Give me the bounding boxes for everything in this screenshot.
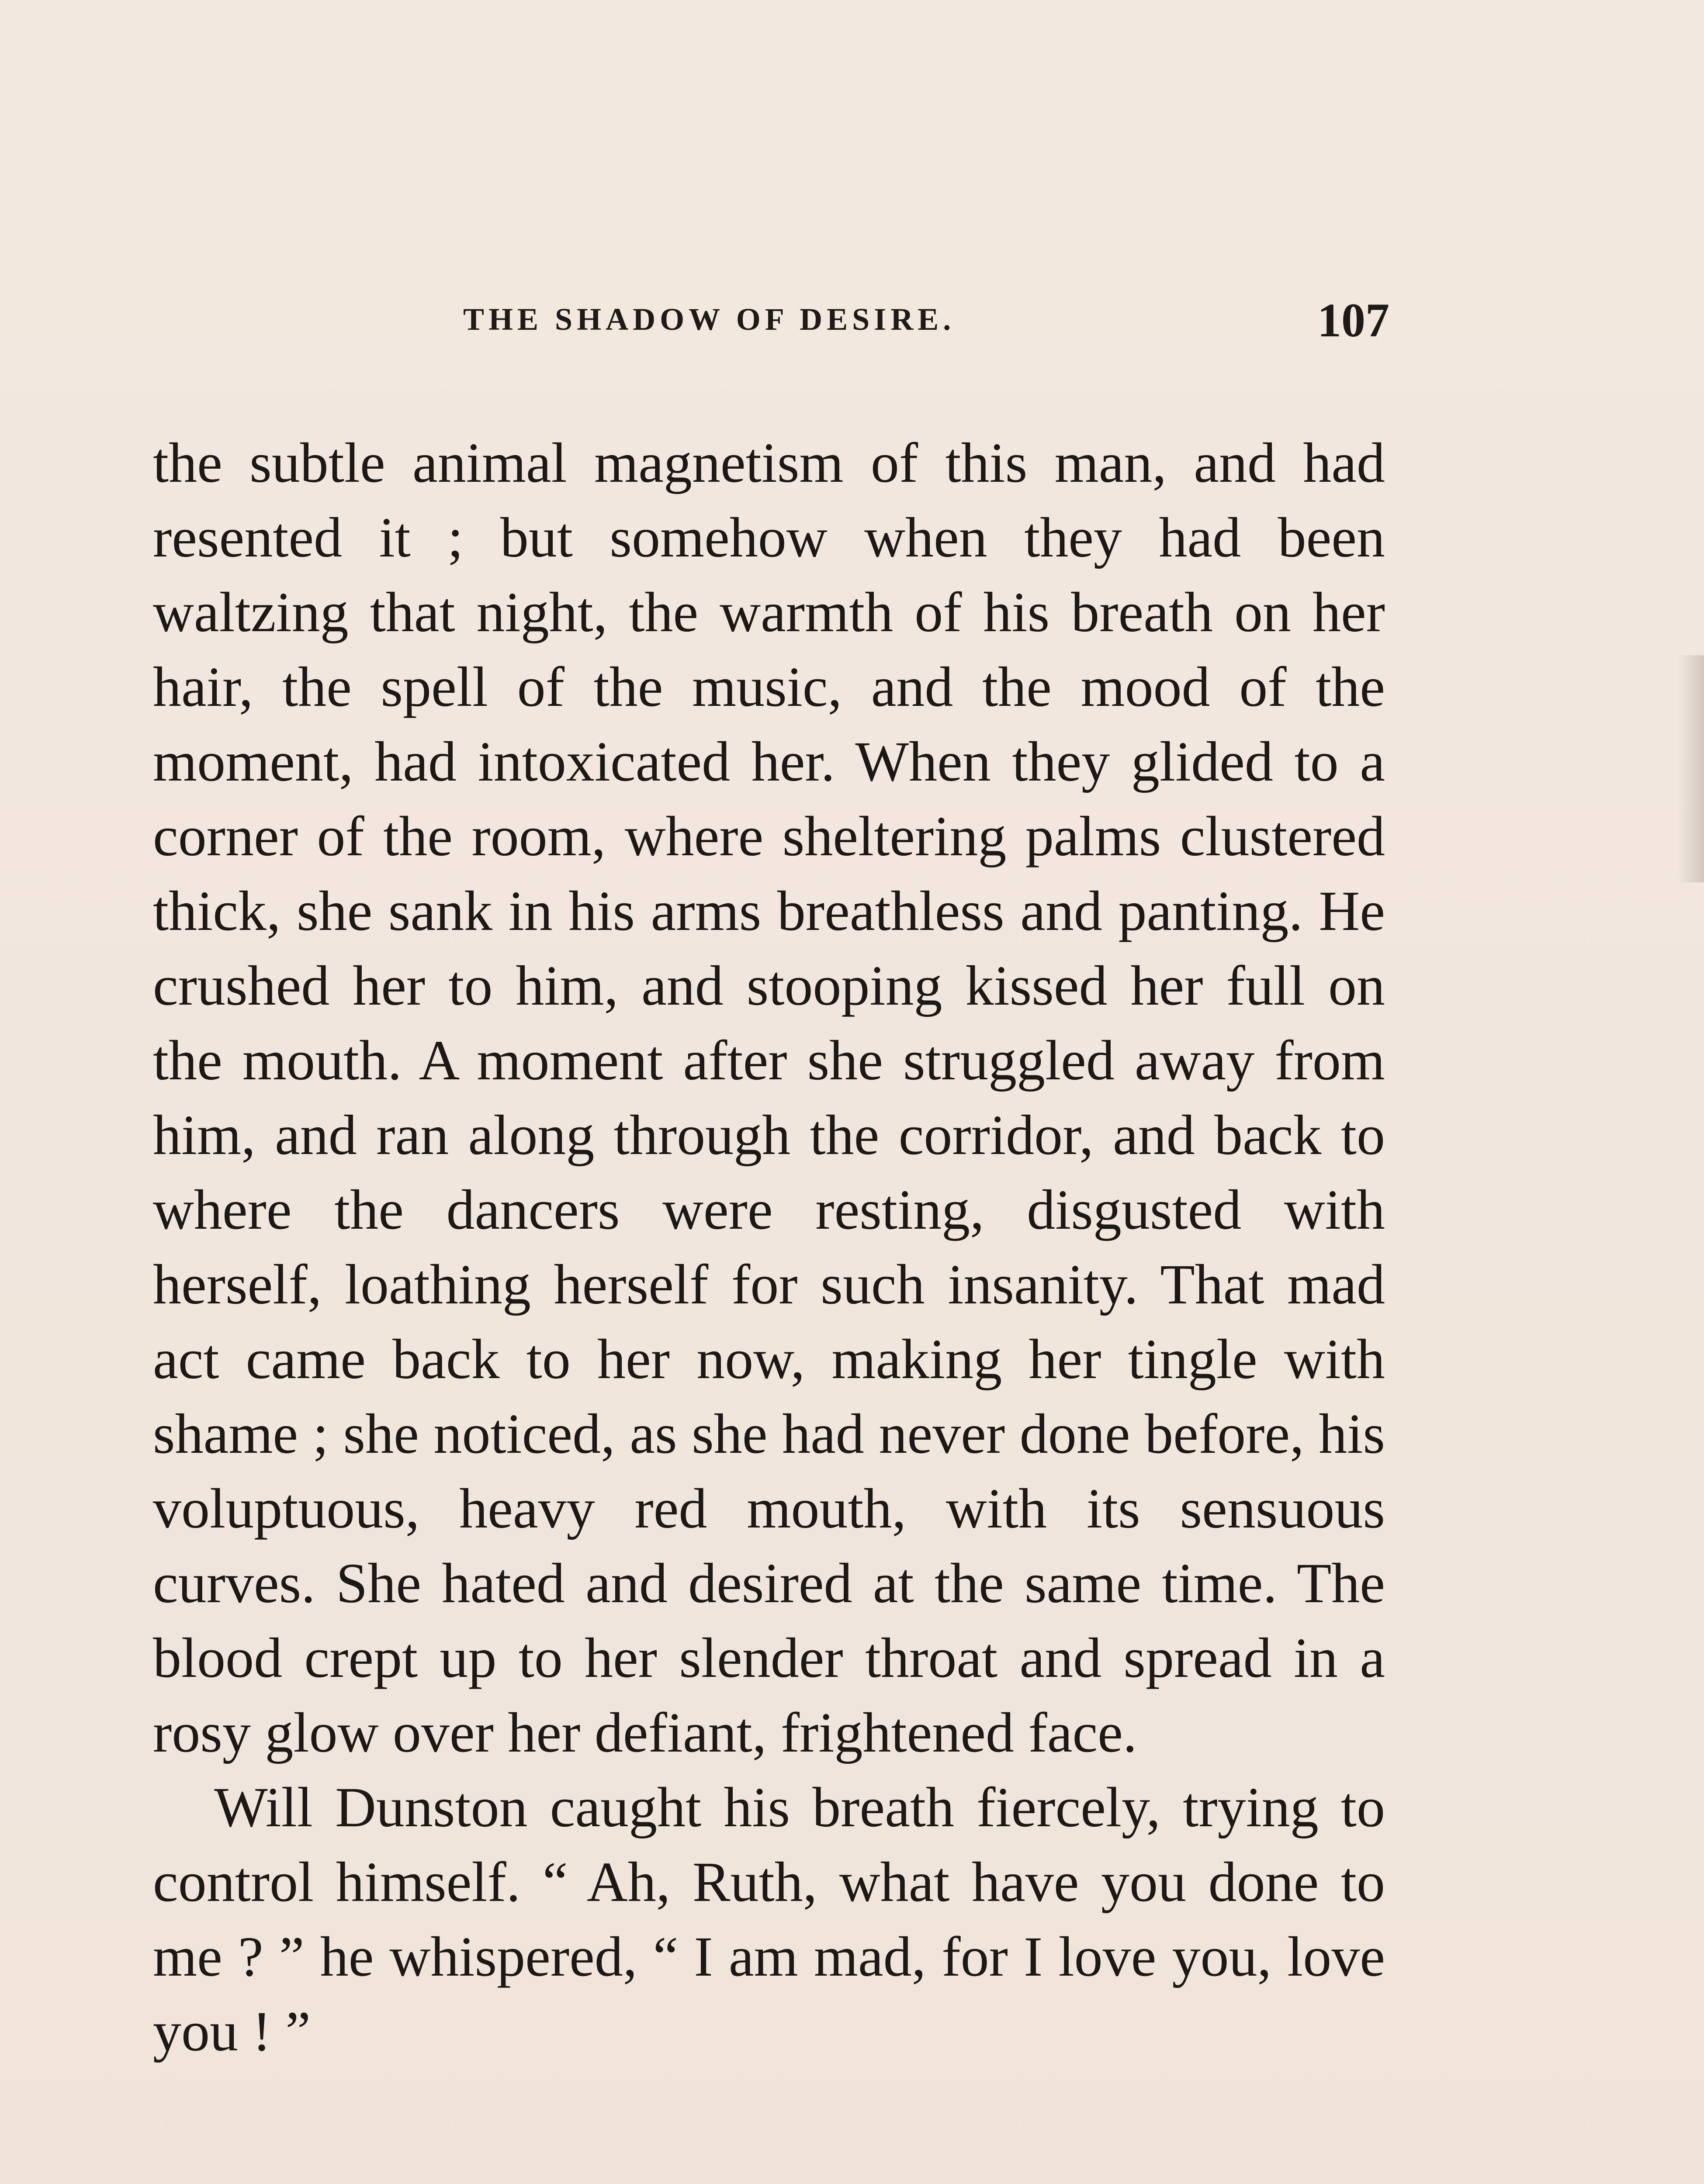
running-head: THE SHADOW OF DESIRE. xyxy=(463,302,956,337)
page-number: 107 xyxy=(1317,294,1389,347)
paragraph-2: Will Dunston caught his breath fiercely, trying to control himself. “ Ah, Ruth, what have you done to me ? ” he whispered, “ I am mad, for I love you, love you ! ” xyxy=(153,1776,1385,2063)
body-text xyxy=(153,426,1385,2069)
paragraph-1: the subtle animal magnetism of this man, and had resented it ; but somehow when they had been waltzing that night, the warmth of his breath on her hair, the spell of the music, and the mood of the moment, had intoxicated her. When they glided to a corner of the room, where sheltering palms clustered thick, she sank in his arms breathless and panting. He crushed her to him, and stooping kissed her full on the mouth. A moment after she struggled away from him, and ran along through the corridor, and back to where the dancers were resting, disgusted with herself, loathing herself for such insanity. That mad act came back to her now, making her tingle with shame ; she noticed, as she had never done before, his voluptuous, heavy red mouth, with its sensuous curves. She hated and desired at the same time. The blood crept up to her slender throat and spread in a rosy glow over her defiant, frightened face. xyxy=(153,432,1385,1764)
page-header xyxy=(463,293,1389,345)
page-edge-shadow xyxy=(1678,655,1704,882)
